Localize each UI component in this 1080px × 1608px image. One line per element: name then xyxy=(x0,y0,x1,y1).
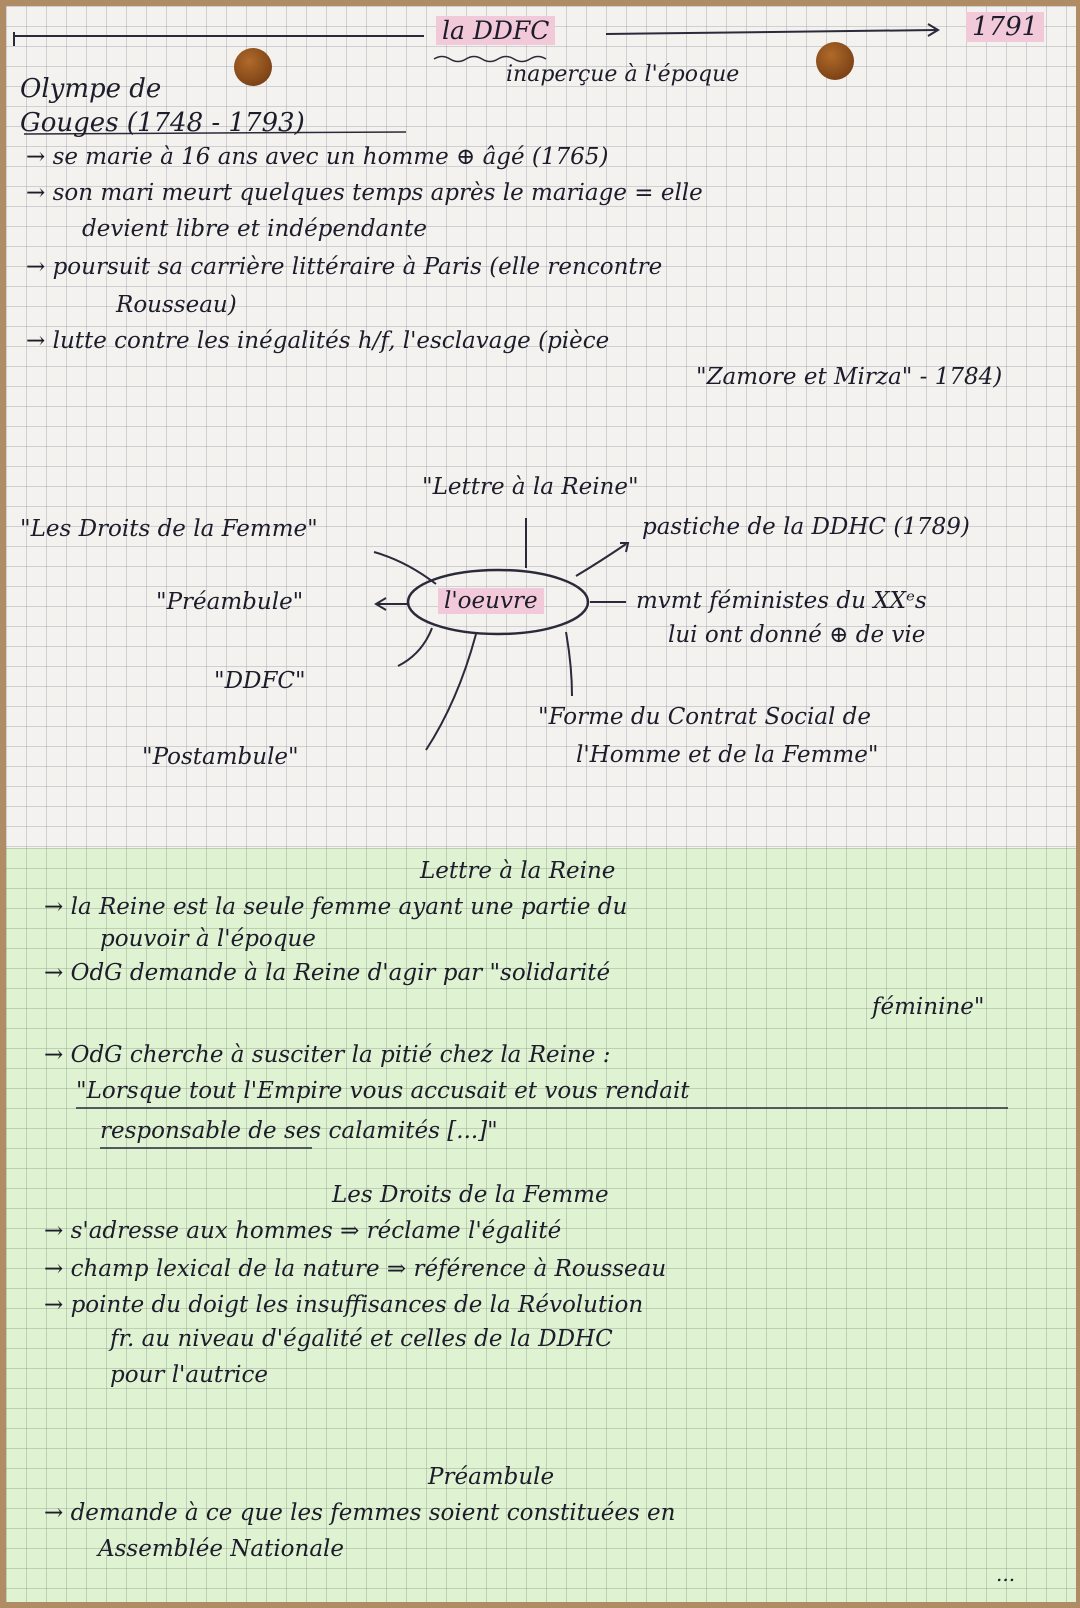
mindmap-feministes-2: lui ont donné ⊕ de vie xyxy=(668,622,926,648)
mindmap-center xyxy=(438,590,544,613)
branch-postambule xyxy=(426,634,476,750)
branch-pastiche xyxy=(576,544,626,576)
bio-bullet: → lutte contre les inégalités h/f, l'esclavage (pièce xyxy=(26,328,610,354)
section-line: → OdG cherche à susciter la pitié chez la Reine : xyxy=(44,1042,611,1068)
branch-droits xyxy=(374,552,436,584)
section-heading-lettre: Lettre à la Reine xyxy=(420,858,616,884)
mindmap-lettre: "Lettre à la Reine" xyxy=(422,474,639,500)
page-title-text: la DDFC xyxy=(436,16,555,45)
section-heading-preambule: Préambule xyxy=(428,1464,555,1490)
bio-name-line2: Gouges (1748 - 1793) xyxy=(20,108,305,138)
section-line: Assemblée Nationale xyxy=(98,1536,345,1562)
section-line: → s'adresse aux hommes ⇒ réclame l'égalité xyxy=(44,1218,562,1244)
bio-bullet: → son mari meurt quelques temps après le mariage = elle xyxy=(26,180,703,206)
mindmap-forme-1: "Forme du Contrat Social de xyxy=(538,704,872,730)
bio-bullet-continued: Rousseau) xyxy=(116,292,237,318)
bio-bullet: → poursuit sa carrière littéraire à Paris (elle rencontre xyxy=(26,254,663,280)
page-title xyxy=(436,18,555,43)
section-line: féminine" xyxy=(872,994,985,1020)
bio-bullet-continued: devient libre et indépendante xyxy=(82,216,427,242)
mindmap-ddfc: "DDFC" xyxy=(214,668,306,694)
year-text: 1791 xyxy=(966,12,1044,42)
branch-ddfc xyxy=(398,628,432,666)
notebook-page xyxy=(6,6,1076,1602)
section-line: → demande à ce que les femmes soient constituées en xyxy=(44,1500,676,1526)
bio-bullet: → se marie à 16 ans avec un homme ⊕ âgé (1765) xyxy=(26,144,609,170)
section-line: pour l'autrice xyxy=(110,1362,268,1388)
section-line: → OdG demande à la Reine d'agir par "solidarité xyxy=(44,960,611,986)
section-line: pouvoir à l'époque xyxy=(100,926,316,952)
section-line: → pointe du doigt les insuffisances de la Révolution xyxy=(44,1292,644,1318)
mindmap-droits: "Les Droits de la Femme" xyxy=(20,516,318,542)
bio-name-line1: Olympe de xyxy=(20,74,162,104)
section-heading-droits: Les Droits de la Femme xyxy=(332,1182,609,1208)
mindmap-postambule: "Postambule" xyxy=(142,744,299,770)
section-quote: responsable de ses calamités [...]" xyxy=(100,1118,498,1144)
title-underline xyxy=(434,57,546,62)
mindmap-preambule: "Préambule" xyxy=(156,589,304,615)
mindmap-feministes-1: mvmt féministes du XXᵉs xyxy=(636,588,927,614)
mindmap-center-text: l'oeuvre xyxy=(438,588,544,614)
section-quote: "Lorsque tout l'Empire vous accusait et vous rendait xyxy=(76,1078,690,1104)
section-line: → la Reine est la seule femme ayant une partie du xyxy=(44,894,628,920)
year-marker xyxy=(966,14,1044,40)
mindmap-pastiche: pastiche de la DDHC (1789) xyxy=(642,514,970,540)
timeline-line-right xyxy=(606,30,936,34)
bio-bullet-continued: "Zamore et Mirza" - 1784) xyxy=(696,364,1003,390)
mindmap-forme-2: l'Homme et de la Femme" xyxy=(576,742,879,768)
branch-forme xyxy=(566,632,572,696)
section-line: fr. au niveau d'égalité et celles de la DDHC xyxy=(110,1326,613,1352)
section-line: → champ lexical de la nature ⇒ référence à Rousseau xyxy=(44,1256,667,1282)
footer-mark: ... xyxy=(996,1562,1016,1586)
title-subtitle: inaperçue à l'époque xyxy=(506,62,740,87)
